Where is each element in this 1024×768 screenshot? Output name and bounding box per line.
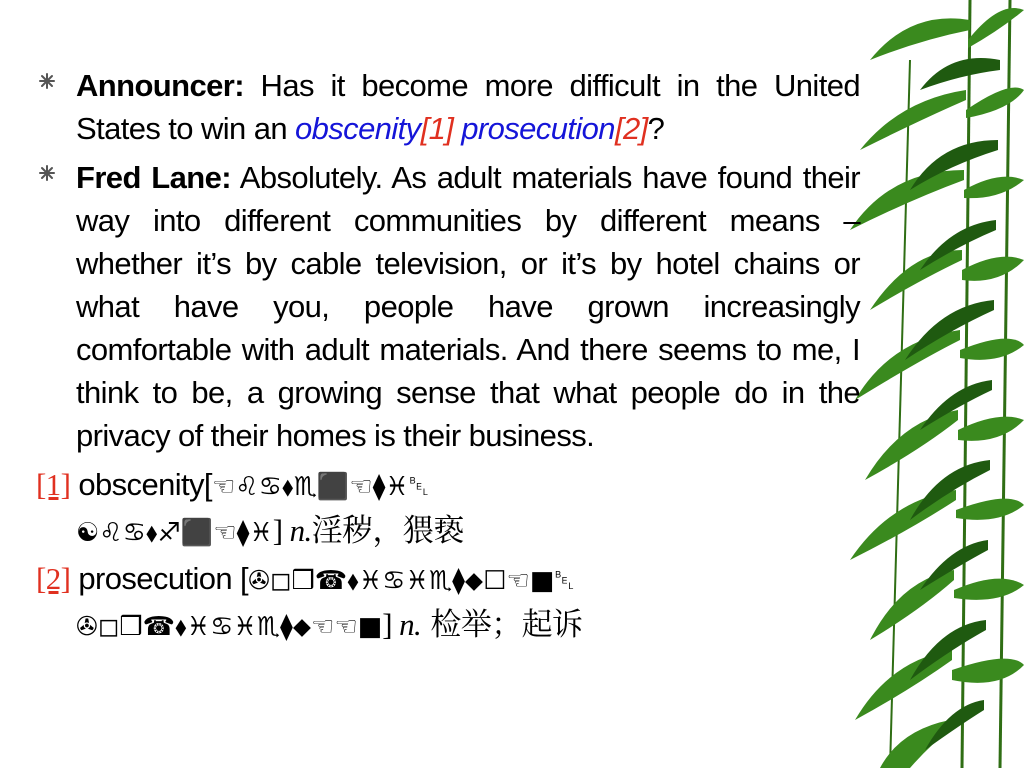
phonetic-symbols: ✇◻❒☎⬧♓♋♓♏⧫⬥☐☜■␇ xyxy=(248,566,576,596)
slide-content xyxy=(36,64,860,649)
bullet-fred-lane xyxy=(36,156,860,457)
term-prosecution: prosecution xyxy=(461,111,615,146)
bracket-close: ] xyxy=(382,607,400,642)
bullet-text: Absolutely. As adult materials have found their way into different communities by different means – whether it’s by cable television, or it’s by hotel chains or what have you, people have grown increasingly comfortable with adult materials. And there seems to me, I think to be, a growing sense that what people do in the privacy of their homes is their business. xyxy=(76,160,860,453)
chinese-meaning: 检举；起诉 xyxy=(421,607,583,643)
phonetic-symbols: ☯♌♋⬧♐⬛☜⧫♓ xyxy=(76,518,273,548)
asterisk-icon xyxy=(36,70,58,92)
footnote-word: prosecution [ xyxy=(70,561,249,596)
footnote-2 xyxy=(36,557,860,649)
footnote-line-2 xyxy=(36,509,860,555)
bullet-announcer xyxy=(36,64,860,150)
asterisk-icon xyxy=(36,162,58,184)
term-obscenity: obscenity xyxy=(295,111,421,146)
footnote-link-1[interactable]: [1] xyxy=(420,111,454,146)
phonetic-symbols: ☜♌♋⬧♏⬛☜⧫♓␇ xyxy=(211,472,430,502)
speaker-name: Fred Lane: xyxy=(76,160,231,195)
footnote-link-2[interactable]: [2] xyxy=(614,111,648,146)
footnote-word: obscenity[ xyxy=(70,467,212,502)
chinese-meaning: 淫秽，猥亵 xyxy=(311,513,464,549)
bullet-text: Has it become more difficult in the United States to win an xyxy=(76,68,860,146)
speaker-name: Announcer: xyxy=(76,68,244,103)
footnote-line-2 xyxy=(36,603,860,649)
bullet-text-end: ? xyxy=(647,111,665,146)
bracket-close: ] xyxy=(272,513,290,548)
bamboo-decoration-image xyxy=(850,0,1024,768)
footnote-ref-2[interactable]: [2] xyxy=(36,561,71,596)
footnote-ref-1[interactable]: [1] xyxy=(36,467,71,502)
phonetic-symbols: ✇◻❒☎⬧♓♋♓♏⧫⬥☜☜■ xyxy=(76,612,383,642)
footnote-1 xyxy=(36,463,860,555)
part-of-speech: n. xyxy=(289,513,312,548)
part-of-speech: n. xyxy=(399,607,422,642)
